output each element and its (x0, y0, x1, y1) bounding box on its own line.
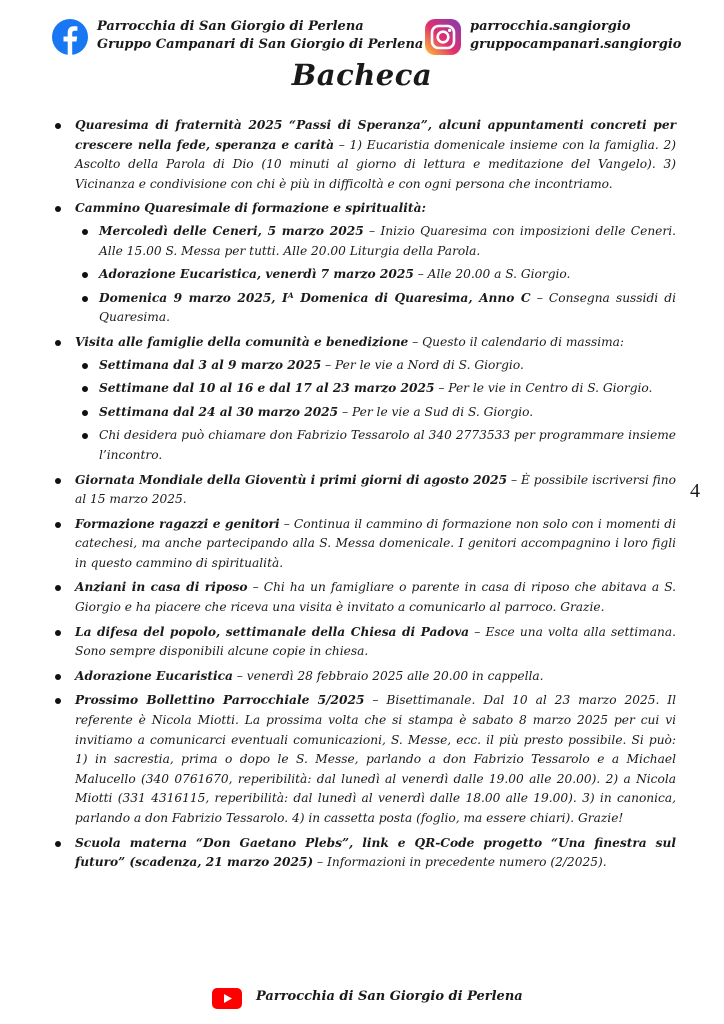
item-text: – È possibile iscriversi fino al 15 marzo 2025. (75, 472, 676, 507)
sub-list-item (75, 403, 676, 423)
sub-list (75, 356, 676, 466)
list-item (50, 333, 676, 466)
list-item (50, 515, 676, 574)
item-text: – Per le vie a Nord di S. Giorgio. (321, 357, 524, 372)
item-heading: Adorazione Eucaristica, venerdì 7 marzo 2025 (99, 267, 414, 282)
list-item (50, 199, 676, 328)
item-heading: Prossimo Bollettino Parrocchiale 5/2025 (75, 693, 365, 708)
instagram-labels (470, 18, 681, 54)
item-heading: Quaresima di fraternità 2025 “Passi di Speranza”, alcuni appuntamenti concreti per crescere nella fede, speranza e carità (75, 118, 676, 152)
item-heading: Adorazione Eucaristica (75, 668, 233, 683)
instagram-parish-handle[interactable]: parrocchia.sangiorgio (470, 19, 631, 34)
list-item (50, 834, 676, 873)
item-heading: Mercoledì delle Ceneri, 5 marzo 2025 (99, 223, 364, 238)
item-heading: Visita alle famiglie della comunità e benedizione (75, 334, 409, 349)
facebook-parish-name[interactable]: Parrocchia di San Giorgio di Perlena (97, 19, 364, 34)
sub-list-item (75, 289, 676, 328)
list-item (50, 116, 676, 194)
sub-list-item (75, 222, 676, 261)
item-text: – Inizio Quaresima con imposizioni delle Ceneri. Alle 15.00 S. Messa per tutti. Alle 20.00 Liturgia della Parola. (99, 223, 676, 258)
list-item (50, 623, 676, 662)
item-heading: Formazione ragazzi e genitori (75, 516, 280, 531)
list-item (50, 691, 676, 828)
item-heading: Anziani in casa di riposo (75, 580, 248, 595)
item-text: – Chi ha un famigliare o parente in casa di riposo che abitava a S. Giorgio e ha piacere che riceva una visita è invitato a comunicarlo al parroco. Grazie. (75, 580, 676, 615)
item-heading: Domenica 9 marzo 2025, Iᴬ Domenica di Quaresima, Anno C (99, 290, 531, 305)
sub-list-item (75, 356, 676, 376)
instagram-icon[interactable] (424, 18, 462, 56)
item-heading: Cammino Quaresimale di formazione e spiritualità: (75, 201, 426, 216)
youtube-channel-name[interactable]: Parrocchia di San Giorgio di Perlena (256, 989, 523, 1004)
item-heading: Settimana dal 24 al 30 marzo 2025 (99, 404, 339, 419)
item-text: – venerdì 28 febbraio 2025 alle 20.00 in cappella. (232, 668, 544, 683)
item-text: – Esce una volta alla settimana. Sono sempre disponibili alcune copie in chiesa. (75, 624, 676, 659)
instagram-bell-ringers-handle[interactable]: gruppocampanari.sangiorgio (470, 37, 682, 52)
item-text: – Bisettimanale. Dal 10 al 23 marzo 2025. Il referente è Nicola Miotti. La prossima volta che si stampa è sabato 8 marzo 2025 per cui vi invitiamo a comunicarci eventuali comunicazioni, S. Messe, ecc. il più presto possibile. Si può: 1) in sacrestia, prima o dopo le S. Messe, parlando a don Fabrizio Tessarolo e a Michael Malucello (340 0761670, reperibilità: dal lunedì al venerdì dalle 19.00 alle 20.00). 2) a Nicola Miotti (331 4316115, reperibilità: dal lunedì al venerdì dalle 18.00 alle 19.00). 3) in canonica, parlando a don Fabrizio Tessarolo. 4) in cassetta posta (foglio, ma essere chiari). Grazie! (75, 693, 676, 825)
list-item (50, 471, 676, 510)
item-text: – Questo il calendario di massima: (408, 334, 625, 349)
item-heading: Giornata Mondiale della Gioventù i primi giorni di agosto 2025 (75, 472, 508, 487)
item-text: – 1) Eucaristia domenicale insieme con la famiglia. 2) Ascolto della Parola di Dio (10 minuti al giorno di lettura e meditazione del Vangelo). 3) Vicinanza e condivisione con chi è più in difficoltà e con ogni persona che incontriamo. (75, 137, 676, 191)
sub-list (75, 222, 676, 328)
item-text: Chi desidera può chiamare don Fabrizio Tessarolo al 340 2773533 per programmare insieme l’incontro. (99, 428, 676, 462)
list-item (50, 578, 676, 617)
facebook-labels (97, 18, 423, 54)
item-heading: La difesa del popolo, settimanale della Chiesa di Padova (75, 624, 470, 639)
item-text: – Consegna sussidi di Quaresima. (99, 290, 676, 325)
item-text: – Per le vie a Sud di S. Giorgio. (338, 404, 534, 419)
item-heading: Settimana dal 3 al 9 marzo 2025 (99, 357, 322, 372)
item-text: – Informazioni in precedente numero (2/2025). (313, 855, 607, 870)
item-heading: Scuola materna “Don Gaetano Plebs”, link e QR-Code progetto “Una finestra sul futuro” (scadenza, 21 marzo 2025) (75, 835, 676, 870)
item-text: – Per le vie in Centro di S. Giorgio. (434, 381, 653, 396)
item-heading: Settimane dal 10 al 16 e dal 17 al 23 marzo 2025 (99, 381, 435, 396)
sub-list-item (75, 426, 676, 465)
list-item (50, 667, 676, 687)
page-number: 4 (690, 480, 700, 502)
sub-list-item (75, 379, 676, 399)
page-title: Bacheca (291, 58, 433, 92)
facebook-icon[interactable] (52, 19, 88, 55)
facebook-bell-ringers-name[interactable]: Gruppo Campanari di San Giorgio di Perlena (97, 37, 424, 52)
page-footer (0, 982, 724, 1012)
item-text: – Alle 20.00 a S. Giorgio. (413, 267, 571, 282)
item-text: – Continua il cammino di formazione non solo con i momenti di catechesi, ma anche partecipando alla S. Messa domenicale. I genitori accompagnino i loro figli in questo cammino di spiritualità. (75, 516, 677, 570)
notice-list (50, 116, 676, 873)
youtube-icon[interactable] (212, 988, 242, 1009)
bulletin-board (50, 116, 676, 878)
sub-list-item (75, 265, 676, 285)
